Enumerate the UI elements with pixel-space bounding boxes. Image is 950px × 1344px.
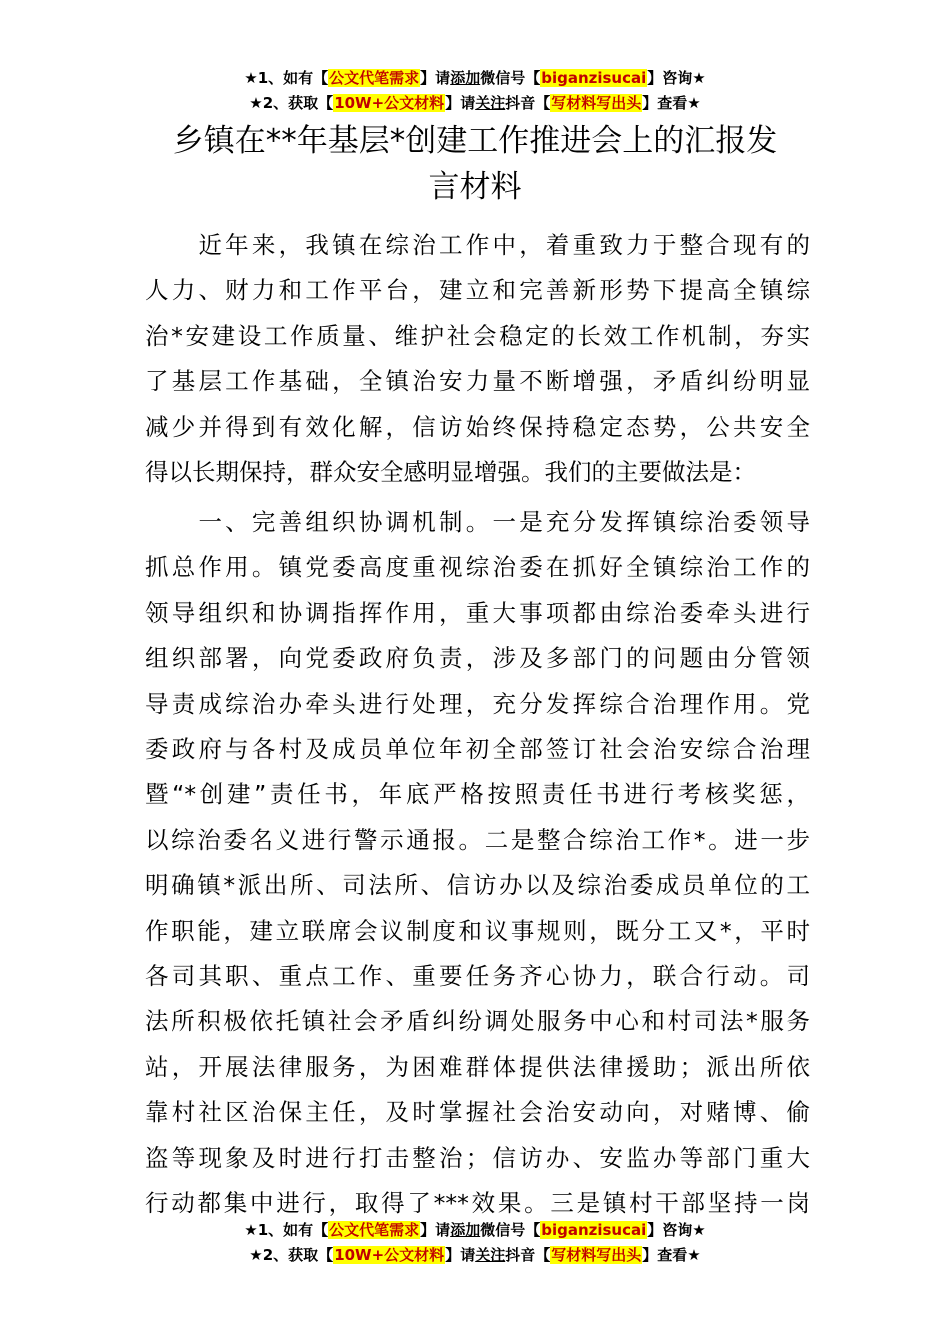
promo-line-2: ★2、获取【10W+公文材料】请关注抖音【写材料写出头】查看★: [249, 94, 701, 112]
text-line: 得以长期保持，群众安全感明显增强。我们的主要做法是：: [145, 458, 756, 487]
text-line: 了基层工作基础，全镇治安力量不断增强，矛盾纠纷明显: [145, 367, 810, 396]
highlight-materials: 10W+公文材料: [334, 1246, 445, 1264]
highlight-douyin-account: 写材料写出头: [551, 1246, 642, 1264]
highlight-materials: 10W+公文材料: [334, 94, 445, 112]
paragraph-section-one: [145, 500, 810, 1227]
text-line: 各司其职、重点工作、重要任务齐心协力，联合行动。司: [145, 962, 810, 991]
promo-line-1: ★1、如有【公文代笔需求】请添加微信号【biganzisucai】咨询★: [244, 69, 706, 87]
highlight-wechat-id: biganzisucai: [541, 1221, 647, 1239]
promo-line-2: ★2、获取【10W+公文材料】请关注抖音【写材料写出头】查看★: [249, 1246, 701, 1264]
text-line: 盗等现象及时进行打击整治；信访办、安监办等部门重大: [145, 1143, 810, 1172]
highlight-wechat-id: biganzisucai: [541, 69, 647, 87]
text-line: 暨“*创建”责任书，年底严格按照责任书进行考核奖惩，: [145, 780, 810, 809]
promo-banner-bottom: [0, 1218, 950, 1268]
text-line: 治*安建设工作质量、维护社会稳定的长效工作机制，夯实: [145, 321, 810, 350]
text-line: 明确镇*派出所、司法所、信访办以及综治委成员单位的工: [145, 871, 810, 900]
title-line: 言材料: [428, 169, 522, 205]
title-line: 乡镇在**年基层*创建工作推进会上的汇报发: [172, 123, 778, 159]
text-line: 作职能，建立联席会议制度和议事规则，既分工又*，平时: [145, 916, 810, 945]
text-line: 法所积极依托镇社会矛盾纠纷调处服务中心和村司法*服务: [145, 1007, 810, 1036]
text-line: 减少并得到有效化解，信访始终保持稳定态势，公共安全: [145, 412, 810, 441]
text-line: 站，开展法律服务，为困难群体提供法律援助；派出所依: [145, 1052, 810, 1081]
text-line: 一、完善组织协调机制。一是充分发挥镇综治委领导: [145, 508, 810, 536]
text-line: 抓总作用。镇党委高度重视综治委在抓好全镇综治工作的: [145, 553, 810, 582]
text-line: 近年来，我镇在综治工作中，着重致力于整合现有的: [145, 231, 810, 259]
highlight-douyin-account: 写材料写出头: [551, 94, 642, 112]
document-title: [140, 118, 810, 210]
paragraph-intro: [145, 223, 810, 495]
text-line: 组织部署，向党委政府负责，涉及多部门的问题由分管领: [145, 644, 810, 673]
highlight-ghostwriting: 公文代笔需求: [329, 1221, 420, 1239]
promo-line-1: ★1、如有【公文代笔需求】请添加微信号【biganzisucai】咨询★: [244, 1221, 706, 1239]
text-line: 委政府与各村及成员单位年初全部签订社会治安综合治理: [145, 735, 810, 764]
promo-banner-top: [0, 66, 950, 116]
highlight-ghostwriting: 公文代笔需求: [329, 69, 420, 87]
text-line: 领导组织和协调指挥作用，重大事项都由综治委牵头进行: [145, 598, 810, 627]
text-line: 以综治委名义进行警示通报。二是整合综治工作*。进一步: [145, 825, 810, 854]
text-line: 导责成综治办牵头进行处理，充分发挥综合治理作用。党: [145, 689, 810, 718]
text-line: 人力、财力和工作平台，建立和完善新形势下提高全镇综: [145, 276, 810, 305]
text-line: 行动都集中进行，取得了***效果。三是镇村干部坚持一岗: [145, 1189, 810, 1218]
text-line: 靠村社区治保主任，及时掌握社会治安动向，对赌博、偷: [145, 1098, 810, 1127]
